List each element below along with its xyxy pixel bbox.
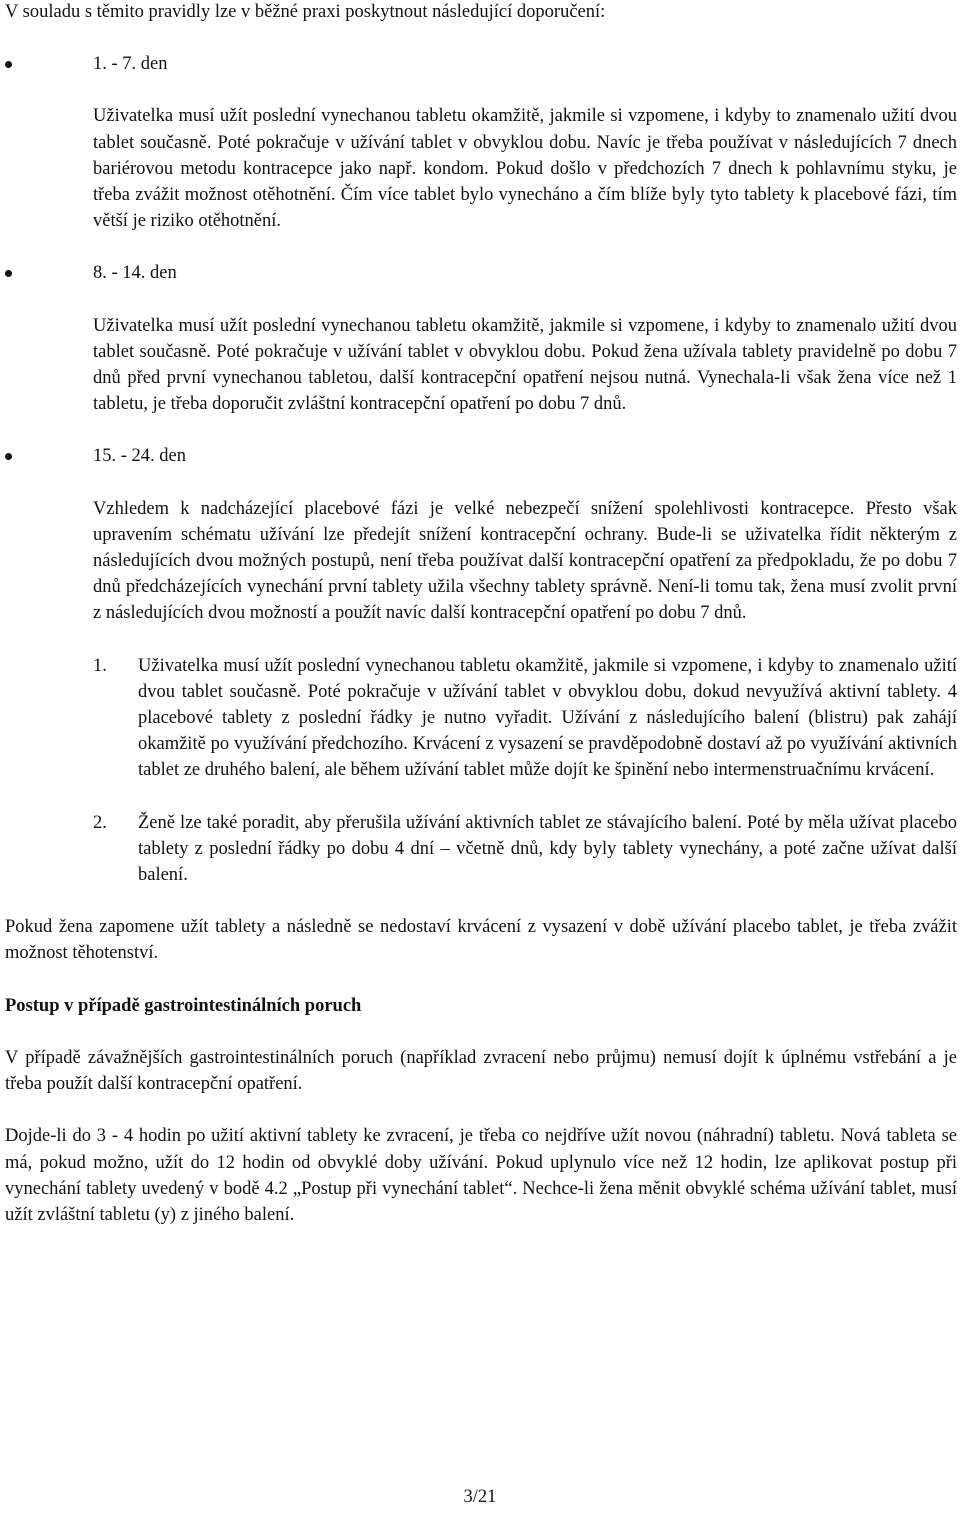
bullet-icon [5,61,12,68]
bullet-heading: 15. - 24. den [93,446,186,467]
numbered-item-text: Uživatelka musí užít poslední vynechanou tabletu okamžitě, jakmile si vzpomene, i kdyby to znamenalo užití dvou tablet současně. Poté pokračuje v užívání tablet v obvyklou dobu, dokud nevyužívá aktivní tablety. 4 placebové tablety z poslední řádky je nutno vyřadit. Užívání z následujícího balení (blistru) pak zahájí okamžitě po využívání předchozího. Krvácení z vysazení se pravděpodobně dostaví až po využívání aktivních tablet ze druhého balení, ale během užívání tablet může dojít ke špinění nebo intermenstruačnímu krvácení. [138,655,957,781]
bullet-heading: 8. - 14. den [93,263,177,284]
bullet-body: Uživatelka musí užít poslední vynechanou tabletu okamžitě, jakmile si vzpomene, i kdyby to znamenalo užití dvou tablet současně. Poté pokračuje v užívání tablet v obvyklou dobu. Pokud žena užívala tablety pravidelně po dobu 7 dnů před první vynechanou tabletou, další kontracepční opatření nejsou nutná. Vynechala-li však žena více než 1 tabletu, je třeba doporučit zvláštní kontracepční opatření po dobu 7 dnů. [93,315,957,415]
item-number: 1. [93,655,107,676]
item-number: 2. [93,812,107,833]
bullet-body: Uživatelka musí užít poslední vynechanou tabletu okamžitě, jakmile si vzpomene, i kdyby to znamenalo užití dvou tablet současně. Poté pokračuje v užívání tablet v obvyklou dobu. Navíc je třeba používat v následujících 7 dnech bariérovou metodu kontracepce jako např. kondom. Pokud došlo v předchozích 7 dnech k pohlavnímu styku, je třeba zvážit možnost otěhotnění. Čím více tablet bylo vynecháno a čím blíže byly tyto tablety k placebové fázi, tím větší je riziko otěhotnění. [93,106,957,232]
document-page [5,0,957,1228]
bullet-icon [5,270,12,277]
numbered-item-2 [5,810,957,889]
numbered-item-1 [5,653,957,784]
bullet-icon [5,453,12,460]
bullet-body: Vzhledem k nadcházející placebové fázi je velké nebezpečí snížení spolehlivosti kontracepce. Přesto však upravením schématu užívání lze předejít snížení kontracepční ochrany. Bude-li se uživatelka řídit některým z následujících dvou možných postupů, není třeba používat další kontracepční opatření za předpokladu, že po dobu 7 dnů předcházejících vynechání první tablety užila všechny tablety správně. Není-li tomu tak, žena musí zvolit první z následujících dvou možností a použít navíc další kontracepční opatření po dobu 7 dnů. [93,498,957,624]
gi-paragraph-2: Dojde-li do 3 - 4 hodin po užití aktivní tablety ke zvracení, je třeba co nejdříve užít novou (náhradní) tabletu. Nová tableta se má, pokud možno, užít do 12 hodin od obvyklé doby užívání. Pokud uplynulo více než 12 hodin, lze aplikovat postup při vynechání tablety uvedený v bodě 4.2 „Postup při vynechání tablet“. Nechce-li žena měnit obvyklé schéma užívání tablet, musí užít zvláštní tabletu (y) z jiného balení. [5,1126,957,1225]
forgot-paragraph: Pokud žena zapomene užít tablety a následně se nedostaví krvácení z vysazení v době užívání placebo tablet, je třeba zvážit možnost těhotenství. [5,917,957,964]
intro-paragraph: V souladu s těmito pravidly lze v běžné praxi poskytnout následující doporučení: [5,2,606,22]
page-number: 3/21 [463,1487,497,1507]
section-heading: Postup v případě gastrointestinálních poruch [5,995,362,1016]
bullet-item-days-1-7 [5,51,957,234]
bullet-heading: 1. - 7. den [93,54,168,75]
gi-paragraph-1: V případě závažnějších gastrointestinálních poruch (například zvracení nebo průjmu) nemusí dojít k úplnému vstřebání a je třeba použít další kontracepční opatření. [5,1047,957,1095]
bullet-item-days-8-14 [5,260,957,417]
bullet-item-days-15-24 [5,443,957,626]
numbered-item-text: Ženě lze také poradit, aby přerušila užívání aktivních tablet ze stávajícího balení. Poté by měla užívat placebo tablety z poslední řádky po dobu 4 dní – včetně dnů, kdy byly tablety vynechány, a poté začne užívat další balení. [138,812,957,886]
